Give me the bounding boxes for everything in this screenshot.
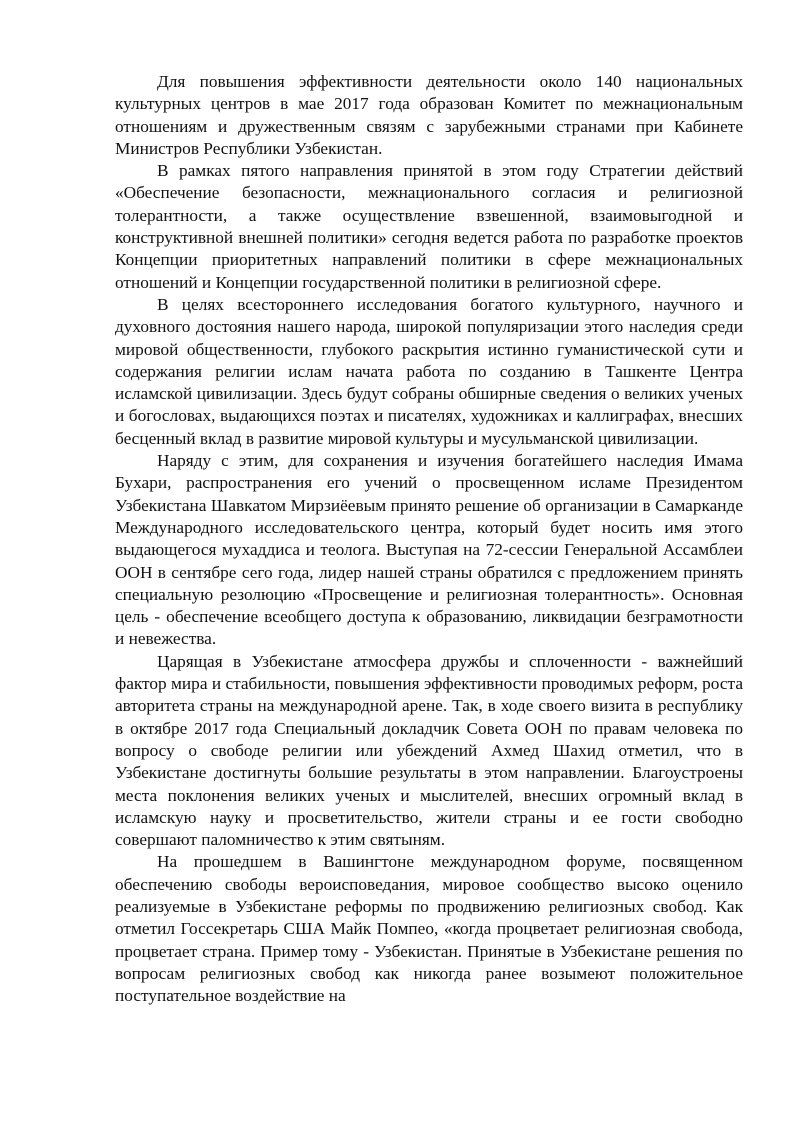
document-page: [115, 71, 743, 1007]
paragraph-3: В целях всестороннего исследования богатого культурного, научного и духовного достояния нашего народа, широкой популяризации этого наследия среди мировой общественности, глубокого раскрытия истинно гуманистической сути и содержания религии ислам начата работа по созданию в Ташкенте Центра исламской цивилизации. Здесь будут собраны обширные сведения о великих ученых и богословах, выдающихся поэтах и писателях, художниках и каллиграфах, внесших бесценный вклад в развитие мировой культуры и мусульманской цивилизации.: [115, 294, 743, 448]
paragraph-6: На прошедшем в Вашингтоне международном форуме, посвященном обеспечению свободы вероисповедания, мировое сообщество высоко оценило реализуемые в Узбекистане реформы по продвижению религиозных свобод. Как отметил Госсекретарь США Майк Помпео, «когда процветает религиозная свобода, процветает страна. Пример тому - Узбекистан. Принятые в Узбекистане решения по вопросам религиозных свобод как никогда ранее возымеют положительное поступательное воздействие на: [115, 852, 743, 1006]
paragraph-1: Для повышения эффективности деятельности около 140 национальных культурных центров в мае 2017 года образован Комитет по межнациональным отношениям и дружественным связям с зарубежными странами при Кабинете Министров Республики Узбекистан.: [115, 72, 743, 158]
paragraph-5: Царящая в Узбекистане атмосфера дружбы и сплоченности - важнейший фактор мира и стабильности, повышения эффективности проводимых реформ, роста авторитета страны на международной арене. Так, в ходе своего визита в республику в октябре 2017 года Специальный докладчик Совета ООН по правам человека по вопросу о свободе религии или убеждений Ахмед Шахид отметил, что в Узбекистане достигнуты большие результаты в этом направлении. Благоустроены места поклонения великих ученых и мыслителей, внесших огромный вклад в исламскую науку и просветительство, жители страны и ее гости свободно совершают паломничество к этим святыням.: [115, 651, 743, 850]
paragraph-4: Наряду с этим, для сохранения и изучения богатейшего наследия Имама Бухари, распространения его учений о просвещенном исламе Президентом Узбекистана Шавкатом Мирзиёевым принято решение об организации в Самарканде Международного исследовательского центра, который будет носить имя этого выдающегося мухаддиса и теолога. Выступая на 72-сессии Генеральной Ассамблеи ООН в сентябре сего года, лидер нашей страны обратился с предложением принять специальную резолюцию «Просвещение и религиозная толерантность». Основная цель - обеспечение всеобщего доступа к образованию, ликвидации безграмотности и невежества.: [115, 451, 743, 649]
paragraph-2: В рамках пятого направления принятой в этом году Стратегии действий «Обеспечение безопасности, межнационального согласия и религиозной толерантности, а также осуществление взвешенной, взаимовыгодной и конструктивной внешней политики» сегодня ведется работа по разработке проектов Концепции приоритетных направлений политики в сфере межнациональных отношений и Концепции государственной политики в религиозной сфере.: [115, 161, 743, 292]
